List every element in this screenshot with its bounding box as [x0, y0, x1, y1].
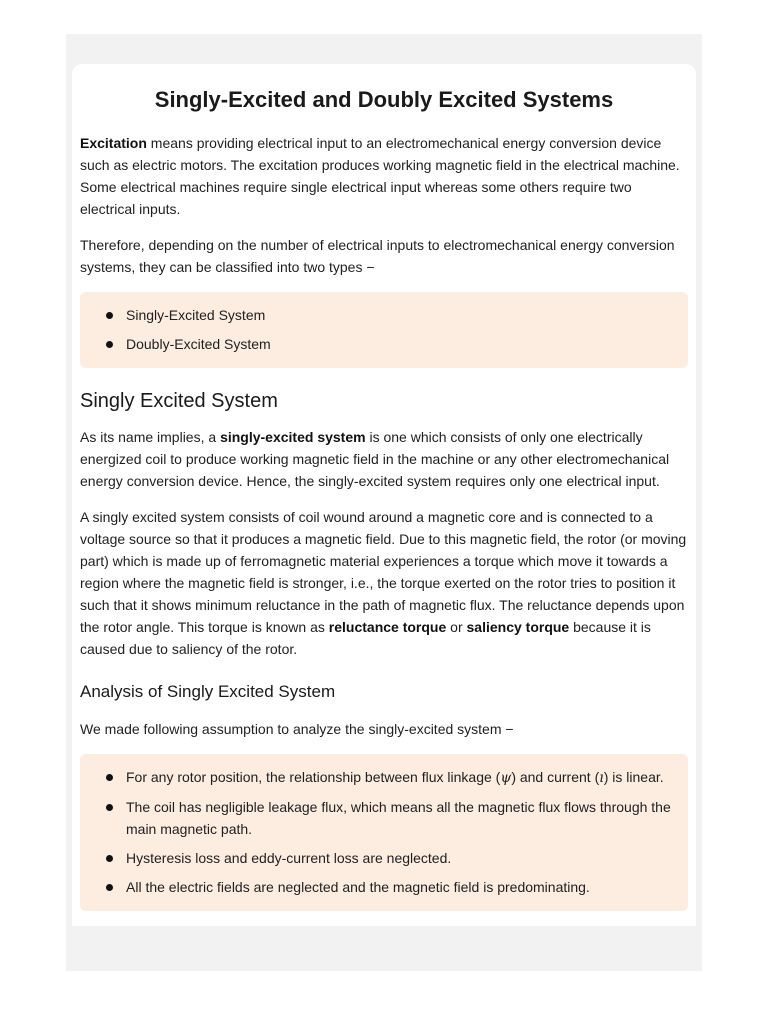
- current-symbol: ı: [599, 770, 604, 786]
- list-item: Doubly-Excited System: [92, 333, 676, 355]
- section-heading-singly: Singly Excited System: [80, 390, 278, 412]
- singly-paragraph-2: A singly excited system consists of coil wound around a magnetic core and is connected to a voltage source so that it produces a magnetic field. Due to this magnetic field, the rotor (or moving part) which is made up of ferromagnetic material experiences a torque which move it towards a region where the magnetic field is stronger, i.e., the torque exerted on the rotor tries to position it such that it shows minimum reluctance in the path of magnetic flux. The reluctance depends upon the rotor angle. This torque is known as reluctance torque or saliency torque because it is caused due to saliency of the rotor.: [80, 509, 687, 657]
- page-title: Singly-Excited and Doubly Excited Systems: [154, 87, 614, 112]
- saliency-torque-term: saliency torque: [466, 619, 570, 635]
- list-item: For any rotor position, the relationship between flux linkage (ψ) and current (ı) is linear.: [92, 766, 676, 789]
- bullet-icon: [106, 312, 113, 319]
- list-item: Hysteresis loss and eddy-current loss are neglected.: [92, 847, 676, 869]
- page-viewport[interactable]: [66, 34, 702, 971]
- article-card: [72, 64, 696, 926]
- list-item: Singly-Excited System: [92, 304, 676, 326]
- reluctance-torque-term: reluctance torque: [328, 619, 447, 635]
- article-content: [72, 64, 696, 911]
- list-item: All the electric fields are neglected and the magnetic field is predominating.: [92, 876, 676, 898]
- assumptions-list: [92, 766, 676, 898]
- list-item: The coil has negligible leakage flux, which means all the magnetic flux flows through the main magnetic path.: [92, 796, 676, 840]
- assumptions-callout: [80, 754, 688, 911]
- analysis-intro: We made following assumption to analyze the singly-excited system −: [80, 721, 514, 737]
- singly-paragraph-1: As its name implies, a singly-excited system is one which consists of only one electrically energized coil to produce working magnetic field in the machine or any other electromechanical energy conversion device. Hence, the singly-excited system requires only one electrical input.: [80, 429, 670, 489]
- bullet-icon: [106, 884, 113, 891]
- bullet-icon: [106, 804, 113, 811]
- bullet-icon: [106, 341, 113, 348]
- types-list: [92, 304, 676, 355]
- intro-paragraph: Excitation means providing electrical input to an electromechanical energy conversion device such as electric motors. The excitation produces working magnetic field in the electrical machine. Some electrical machines require single electrical input whereas some others require two electrical inputs.: [80, 135, 680, 217]
- types-callout: [80, 292, 688, 368]
- bullet-icon: [106, 774, 113, 781]
- bullet-icon: [106, 855, 113, 862]
- section-heading-analysis: Analysis of Singly Excited System: [80, 682, 336, 701]
- excitation-term: Excitation: [80, 135, 147, 151]
- psi-symbol: ψ: [500, 770, 512, 786]
- classification-paragraph: Therefore, depending on the number of electrical inputs to electromechanical energy conversion systems, they can be classified into two types −: [80, 237, 675, 275]
- singly-excited-term: singly-excited system: [220, 429, 366, 445]
